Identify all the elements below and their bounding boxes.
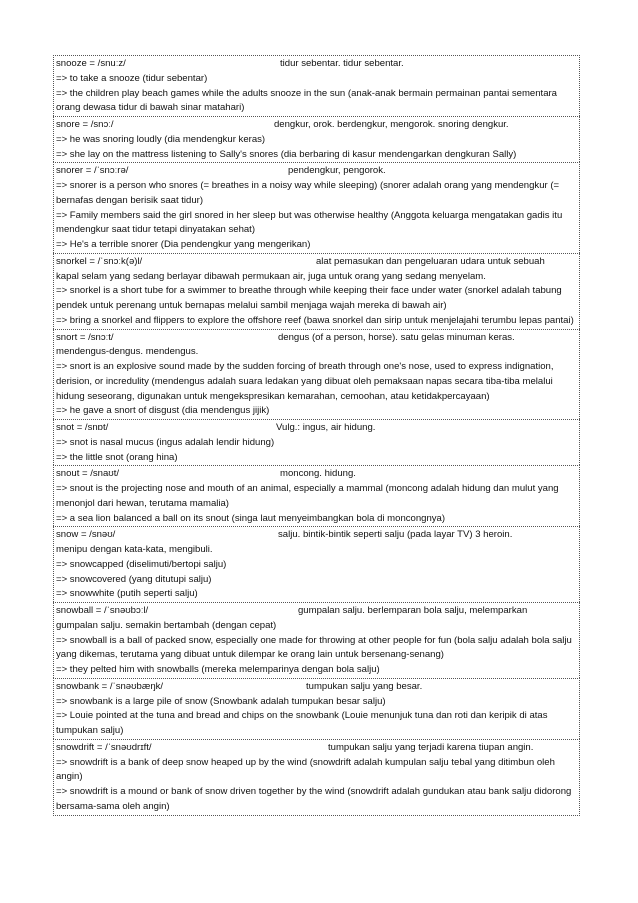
entry-heading [56, 604, 577, 619]
entry-line: => snowdrift is a mound or bank of snow driven together by the wind (snowdrift adalah gundukan atau bank salju didorong bersama-sama oleh angin) [56, 786, 572, 812]
entry-heading [56, 255, 577, 270]
entry-term: snot = /snɒt/ [56, 422, 109, 433]
entry-heading [56, 331, 577, 346]
entry-term: snort = /snɔːt/ [56, 331, 114, 343]
entry-snorkel [53, 253, 580, 329]
entry-line: => the children play beach games while the adults snooze in the sun (anak-anak bermain permainan pantai sementara orang dewasa tidur di bawah sinar matahari) [56, 87, 557, 114]
entry-line: => snorkel is a short tube for a swimmer to breathe through while keeping their face under water (snorkel adalah tabung pendek untuk perenang untuk bernapas melalui sambil menjaga wajah mereka di bawah air) [56, 285, 562, 311]
entry-line: => he was snoring loudly (dia mendengkur keras) [56, 133, 266, 145]
entry-heading [56, 467, 577, 482]
entry-heading [56, 57, 577, 72]
entry-term: snow = /snəʊ/ [56, 529, 116, 541]
entry-meaning: salju. bintik-bintik seperti salju (pada layar TV) 3 heroin. [278, 529, 513, 541]
entry-line: => to take a snooze (tidur sebentar) [56, 72, 208, 84]
entry-line: => snowdrift is a bank of deep snow heaped up by the wind (snowdrift adalah kumpulan salju tebal yang ditimbun oleh angin) [56, 756, 555, 783]
entry-line: => Family members said the girl snored in her sleep but was otherwise healthy (Anggota keluarga mengatakan gadis itu mendengkur saat tidur tetapi dinyatakan sehat) [56, 209, 563, 236]
entry-line: => snorer is a person who snores (= breathes in a noisy way while sleeping) (snorer adalah orang yang mendengkur (= bernafas dengan berisik saat tidur) [56, 180, 560, 206]
entry-line: => the little snot (orang hina) [56, 451, 178, 463]
entry-line: gumpalan salju. semakin bertambah (dengan cepat) [56, 619, 277, 631]
entry-term: snout = /snaʊt/ [56, 468, 120, 480]
entry-heading [56, 421, 577, 436]
entry-term: snowbank = /ˈsnəʊbæŋk/ [56, 680, 164, 692]
entry-meaning: pendengkur, pengorok. [288, 165, 386, 177]
entry-snowbank [53, 678, 580, 739]
entry-meaning: Vulg.: ingus, air hidung. [276, 422, 376, 433]
entry-line: => snot is nasal mucus (ingus adalah lendir hidung) [56, 436, 275, 448]
entry-line: => snowcovered (yang ditutupi salju) [56, 573, 212, 585]
entry-line: => he gave a snort of disgust (dia mendengus jijik) [56, 405, 270, 417]
entry-term: snowball = /ˈsnəʊbɔːl/ [56, 605, 149, 616]
entry-line: => they pelted him with snowballs (mereka melemparinya dengan bola salju) [56, 664, 380, 675]
entry-snort [53, 329, 580, 420]
entry-meaning: dengkur, orok. berdengkur, mengorok. snoring dengkur. [274, 119, 509, 130]
entry-snowdrift [53, 739, 580, 816]
entry-heading [56, 164, 577, 179]
entry-term: snowdrift = /ˈsnəʊdrɪft/ [56, 741, 152, 753]
entry-term: snore = /snɔː/ [56, 119, 114, 130]
entry-term: snorer = /ˈsnɔːrə/ [56, 165, 129, 177]
entry-line: => she lay on the mattress listening to Sally's snores (dia berbaring di kasur mendengarkan dengkuran Sally) [56, 148, 517, 160]
entry-heading [56, 118, 577, 133]
entry-line: => snout is the projecting nose and mouth of an animal, especially a mammal (moncong adalah hidung dan mulut yang menonjol dari hewan, terutama mamalia) [56, 483, 559, 509]
entry-line: => a sea lion balanced a ball on its snout (singa laut menyeimbangkan bola di moncongnya) [56, 512, 446, 524]
entry-snore [53, 116, 580, 162]
entry-meaning: gumpalan salju. berlemparan bola salju, melemparkan [298, 605, 528, 616]
entry-meaning: tumpukan salju yang besar. [306, 680, 423, 692]
dictionary-page [53, 55, 580, 816]
entry-line: mendengus-dengus. mendengus. [56, 346, 199, 358]
entry-snowball [53, 602, 580, 678]
entry-snooze [53, 55, 580, 116]
entry-line: kapal selam yang sedang berlayar dibawah permukaan air, juga untuk orang yang sedang menyelam. [56, 270, 486, 282]
entry-line: => snort is an explosive sound made by the sudden forcing of breath through one's nose, used to express indignation, derision, or incredulity (mendengus adalah suara ledakan yang dibuat oleh pemaksaan napas secara tiba-tiba melalui hidung seseorang, digunakan untuk mengekspresikan kemarahan, cemoohan, atau ketidakpercayaan) [56, 361, 554, 402]
entry-line: => bring a snorkel and flippers to explore the offshore reef (bawa snorkel dan sirip untuk menjelajahi terumbu lepas pantai) [56, 314, 574, 326]
entry-meaning: tidur sebentar. tidur sebentar. [280, 58, 404, 69]
entry-line: => snowcapped (diselimuti/bertopi salju) [56, 558, 227, 570]
entry-snot [53, 419, 580, 465]
entry-meaning: dengus (of a person, horse). satu gelas minuman keras. [278, 331, 515, 343]
entry-line: => snowwhite (putih seperti salju) [56, 588, 198, 600]
entry-heading [56, 528, 577, 543]
entry-line: => snowbank is a large pile of snow (Snowbank adalah tumpukan besar salju) [56, 695, 386, 707]
entry-term: snorkel = /ˈsnɔːk(ə)l/ [56, 255, 143, 267]
entry-snout [53, 465, 580, 526]
entry-heading [56, 741, 577, 756]
entry-meaning: moncong. hidung. [280, 468, 356, 480]
entry-line: => He's a terrible snorer (Dia pendengkur yang mengerikan) [56, 239, 311, 250]
entry-line: => Louie pointed at the tuna and bread and chips on the snowbank (Louie menunjuk tuna dan roti dan keripik di atas tumpukan salju) [56, 710, 548, 736]
entry-line: => snowball is a ball of packed snow, especially one made for throwing at other people for fun (bola salju adalah bola salju yang dikemas, terutama yang dibuat untuk dilempar ke orang lain untuk bersenang-senang) [56, 634, 572, 661]
entry-term: snooze = /snuːz/ [56, 58, 126, 69]
entry-line: menipu dengan kata-kata, mengibuli. [56, 544, 213, 555]
entry-snorer [53, 162, 580, 253]
entry-heading [56, 680, 577, 695]
entry-meaning: alat pemasukan dan pengeluaran udara untuk sebuah [316, 255, 545, 267]
entry-meaning: tumpukan salju yang terjadi karena tiupan angin. [328, 741, 534, 753]
entry-snow [53, 526, 580, 602]
